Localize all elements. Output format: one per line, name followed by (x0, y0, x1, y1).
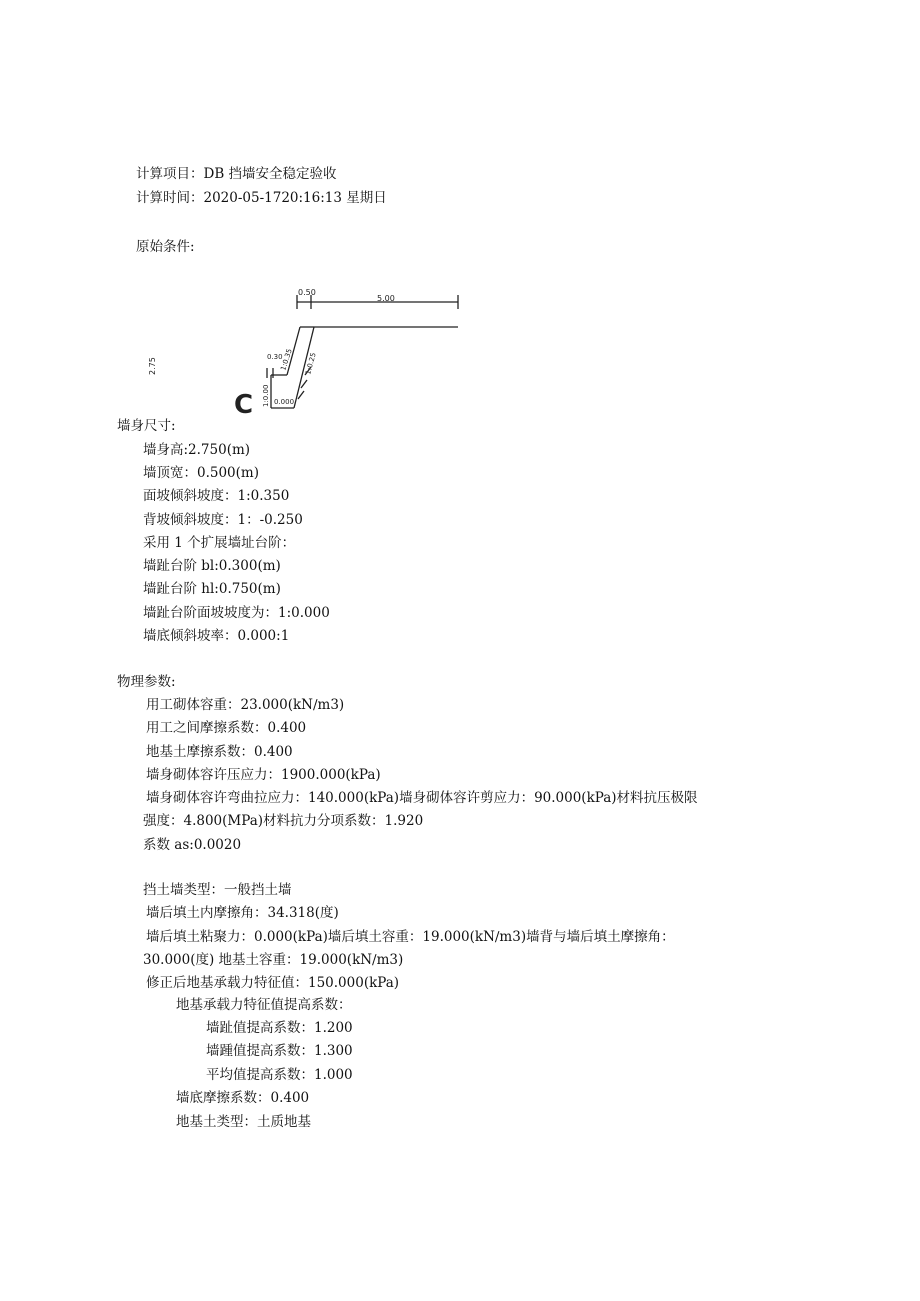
physical-item: 墙身砌体容许弯曲拉应力：140.000(kPa)墙身砌体容许剪应力：90.000(kPa)材料抗压极限 (146, 790, 698, 806)
wall-size-item: 背坡倾斜坡度：1：-0.250 (143, 512, 303, 528)
cohesion-line: 30.000(度) 地基土容重：19.000(kN∕m3) (143, 952, 404, 968)
wall-size-item: 墙顶宽：0.500(m) (143, 465, 259, 481)
physical-heading: 物理参数: (117, 674, 176, 690)
calc-time: 计算时间：2020-05-1720:16:13 星期日 (136, 190, 387, 206)
physical-item: 用工砌体容重：23.000(kN∕m3) (146, 697, 345, 713)
origin-marker: C (234, 390, 254, 420)
avg-factor: 平均值提高系数：1.000 (206, 1067, 353, 1083)
wall-size-item: 面坡倾斜坡度：1:0.350 (143, 488, 290, 504)
wall-size-item: 采用 1 个扩展墙址台阶： (143, 535, 296, 551)
cohesion-line: 墙后填土粘聚力：0.000(kPa)墙后填土容重：19.000(kN∕m3)墙背与墙后填土摩擦角： (146, 929, 675, 945)
dim-back-slope: 1:0.25 (304, 351, 318, 376)
dim-face-slope: 1:0.35 (279, 347, 294, 372)
wall-type: 挡土墙类型：一般挡土墙 (143, 882, 292, 898)
dim-backfill: 5.00 (377, 294, 395, 303)
heel-factor: 墙踵值提高系数：1.300 (206, 1043, 353, 1059)
retaining-wall-diagram (148, 283, 475, 420)
physical-item: 系数 as:0.0020 (143, 837, 242, 853)
wall-size-item: 墙底倾斜坡率：0.000:1 (143, 628, 290, 644)
physical-item: 地基土摩擦系数：0.400 (146, 744, 293, 760)
wall-size-item: 墙趾台阶面坡坡度为：1:0.000 (143, 605, 330, 621)
wall-size-item: 墙趾台阶 bl:0.300(m) (143, 558, 281, 574)
toe-factor: 墙趾值提高系数：1.200 (206, 1020, 353, 1036)
bearing-capacity: 修正后地基承载力特征值：150.000(kPa) (146, 975, 400, 991)
physical-item: 强度：4.800(MPa)材料抗力分项系数：1.920 (143, 813, 424, 829)
friction-angle: 墙后填土内摩擦角：34.318(度) (146, 905, 339, 921)
dim-base: 0.000 (274, 398, 295, 406)
dim-toe-step: 0.30 (267, 353, 283, 361)
project-title: 计算项目：DB 挡墙安全稳定验收 (136, 166, 337, 182)
soil-type: 地基土类型：土质地基 (176, 1114, 311, 1130)
dim-toe-height: 1:0.00 (262, 384, 270, 407)
wall-size-item: 墙趾台阶 hl:0.750(m) (143, 581, 281, 597)
bearing-factor-heading: 地基承载力特征值提高系数： (176, 997, 352, 1013)
base-friction: 墙底摩擦系数：0.400 (176, 1090, 310, 1106)
physical-item: 用工之间摩擦系数：0.400 (146, 720, 307, 736)
wall-size-heading: 墙身尺寸: (117, 418, 176, 434)
physical-item: 墙身砌体容许压应力：1900.000(kPa) (146, 767, 381, 783)
dim-top-width: 0.50 (298, 288, 316, 297)
dim-height: 2.75 (148, 357, 157, 375)
original-conditions-heading: 原始条件: (136, 239, 195, 255)
wall-size-item: 墙身高:2.750(m) (143, 442, 251, 458)
